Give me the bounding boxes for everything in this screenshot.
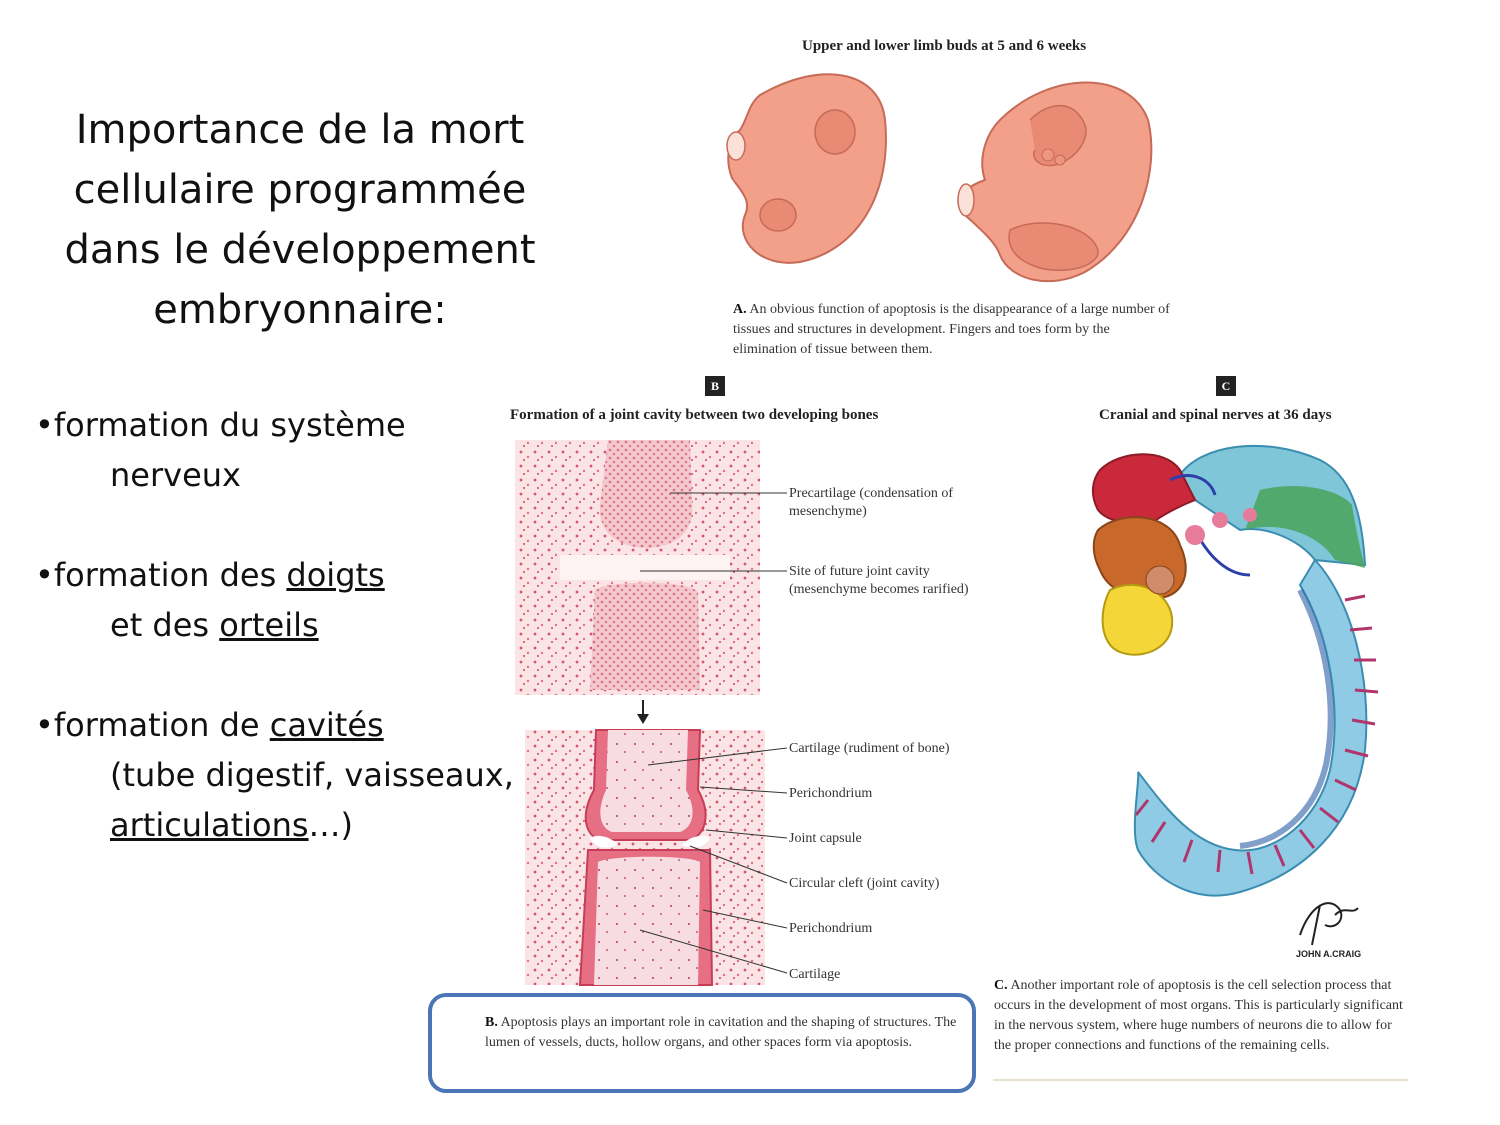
bullet-text-cont: nerveux <box>110 456 241 494</box>
title-line: embryonnaire: <box>153 287 447 333</box>
panel-b-letter: B <box>705 376 725 396</box>
bullet-marker: • <box>35 406 54 444</box>
panel-c-letter: C <box>1216 376 1236 396</box>
caption-text: Apoptosis plays an important role in cavitation and the shaping of structures. The lumen of vessels, ducts, hollow organs, and other spaces form via apoptosis. <box>485 1015 957 1050</box>
panel-c-caption <box>994 976 1412 1056</box>
bullet-text: et des <box>110 606 220 644</box>
caption-text: An obvious function of apoptosis is the disappearance of a large number of tissues and structures in development. Fingers and toes form by the elimination of tissue between them. <box>733 302 1170 357</box>
joint-cavity-formed-diagram <box>525 730 765 985</box>
nervous-system-embryo <box>1093 446 1366 896</box>
bullet-text: formation de <box>53 706 270 744</box>
limb-bud-embryo-6-weeks <box>958 83 1151 282</box>
joint-cavity-precartilage-diagram <box>515 440 760 695</box>
artist-signature <box>1296 903 1361 959</box>
caption-letter: A. <box>733 302 747 317</box>
panel-a-caption <box>733 300 1173 360</box>
panel-a-title: Upper and lower limb buds at 5 and 6 weeks <box>802 38 1087 54</box>
panel-b-title: Formation of a joint cavity between two developing bones <box>510 407 879 423</box>
bullet-text-cont: (tube digestif, vaisseaux, <box>110 756 514 794</box>
label-circular-cleft: Circular cleft (joint cavity) <box>789 876 940 891</box>
title-line: cellulaire programmée <box>73 167 527 213</box>
underlined-term-orteils: orteils <box>219 606 319 644</box>
bullet-marker: • <box>35 556 54 594</box>
label-perichondrium-upper: Perichondrium <box>789 786 873 801</box>
label-cartilage: Cartilage <box>789 967 841 982</box>
underlined-term-doigts: doigts <box>286 556 385 594</box>
label-cartilage-rudiment: Cartilage (rudiment of bone) <box>789 741 950 756</box>
bullet-marker: • <box>35 706 54 744</box>
svg-text:JOHN A.CRAIG: JOHN A.CRAIG <box>1296 949 1362 959</box>
caption-text: Another important role of apoptosis is the cell selection process that occurs in the development of most organs. This is particularly significant in the nervous system, where huge numbers of neurons die to allow for the proper connections and functions of the remaining cells. <box>994 978 1403 1053</box>
title-line: Importance de la mort <box>75 107 525 153</box>
label-joint-capsule: Joint capsule <box>789 831 862 846</box>
label-future-joint-cavity: Site of future joint cavity (mesenchyme becomes rarified) <box>789 564 969 597</box>
caption-letter: B. <box>485 1015 498 1030</box>
limb-bud-embryo-5-weeks <box>727 74 886 263</box>
underlined-term-cavites: cavités <box>269 706 384 744</box>
underlined-term-articulations: articulations <box>110 806 309 844</box>
bullet-text: …) <box>308 806 354 844</box>
caption-letter: C. <box>994 978 1008 993</box>
arrow-head-icon <box>637 714 649 724</box>
bullet-text: formation des <box>53 556 287 594</box>
label-perichondrium-lower: Perichondrium <box>789 921 873 936</box>
label-precartilage: Precartilage (condensation of mesenchyme) <box>789 486 954 519</box>
title-line: dans le développement <box>64 227 536 273</box>
highlight-box <box>428 993 976 1093</box>
bullet-text: formation du système <box>53 406 406 444</box>
panel-c-title: Cranial and spinal nerves at 36 days <box>1099 407 1332 423</box>
